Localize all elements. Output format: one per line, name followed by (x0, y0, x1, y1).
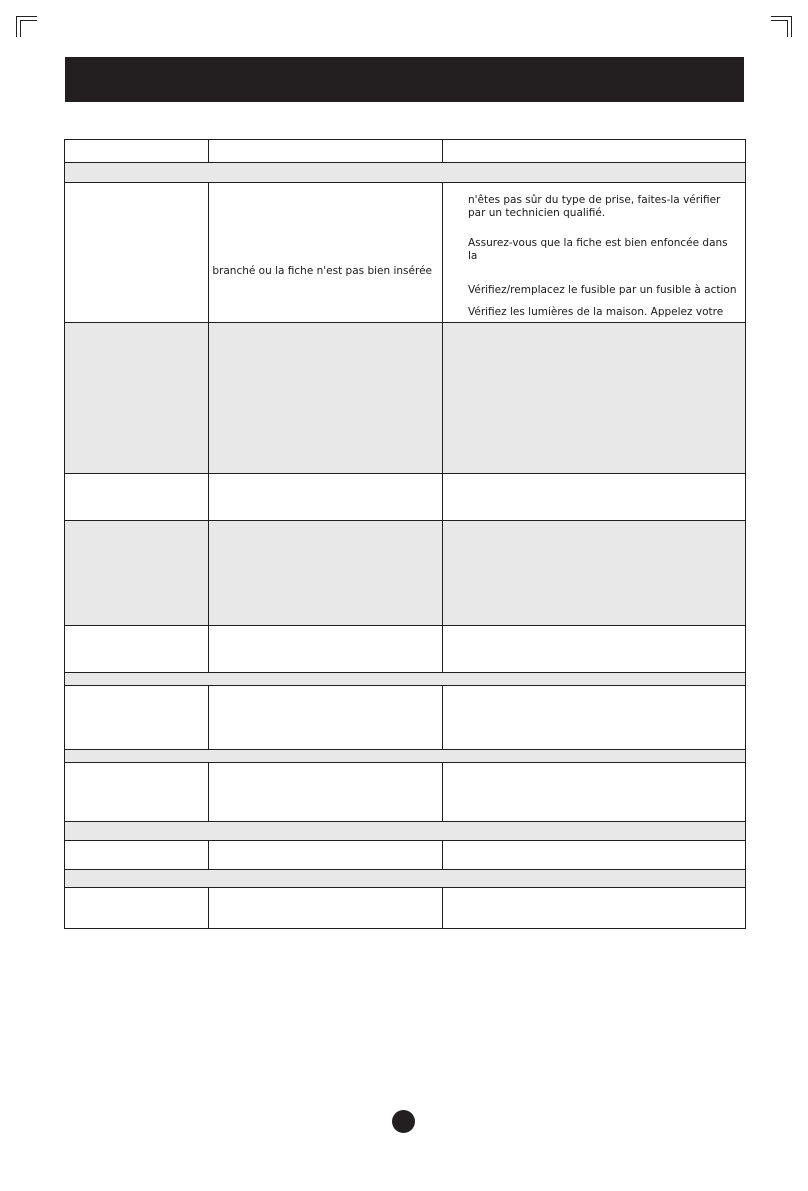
table-row (65, 521, 746, 626)
problem-cell (65, 763, 209, 822)
table-row (65, 888, 746, 929)
cause-cell (209, 474, 443, 521)
cause-cell (209, 323, 443, 474)
cause-text: branché ou la fiche n'est pas bien insérée (212, 265, 432, 277)
problem-cell (65, 183, 209, 323)
solution-cell (443, 183, 746, 323)
solution-cell (443, 686, 746, 750)
solution-cell (443, 521, 746, 626)
solution-text-4: Vérifiez les lumières de la maison. Appelez votre (468, 306, 724, 318)
category-row (65, 822, 746, 841)
problem-cell (65, 888, 209, 929)
problem-cell (65, 474, 209, 521)
category-cell (65, 673, 746, 686)
category-row (65, 750, 746, 763)
cause-cell (209, 626, 443, 673)
crop-mark-top-right (771, 16, 792, 37)
section-title-bar (65, 57, 744, 102)
solution-cell (443, 474, 746, 521)
solution-cell (443, 626, 746, 673)
category-row (65, 870, 746, 888)
solution-text-2: Assurez-vous que la fiche est bien enfoncée dans la (468, 237, 728, 262)
solution-cell (443, 841, 746, 870)
problem-cell (65, 521, 209, 626)
category-cell (65, 163, 746, 183)
category-row (65, 163, 746, 183)
header-cell-cause (209, 140, 443, 163)
table-row (65, 183, 746, 323)
cause-cell (209, 183, 443, 323)
solution-text-3: Vérifiez/remplacez le fusible par un fusible à action (468, 284, 737, 296)
table-row (65, 763, 746, 822)
category-cell (65, 822, 746, 841)
table-row (65, 474, 746, 521)
cause-cell (209, 841, 443, 870)
solution-cell (443, 763, 746, 822)
cause-cell (209, 686, 443, 750)
page-number-badge (392, 1110, 415, 1133)
solution-cell (443, 888, 746, 929)
category-cell (65, 870, 746, 888)
table-row (65, 323, 746, 474)
header-cell-problem (65, 140, 209, 163)
cause-cell (209, 763, 443, 822)
table-row (65, 841, 746, 870)
table-header-row (65, 140, 746, 163)
crop-mark-top-left (16, 16, 37, 37)
problem-cell (65, 841, 209, 870)
header-cell-solution (443, 140, 746, 163)
solution-cell (443, 323, 746, 474)
problem-cell (65, 323, 209, 474)
cause-cell (209, 521, 443, 626)
problem-cell (65, 686, 209, 750)
table-row (65, 626, 746, 673)
solution-text-1: n'êtes pas sûr du type de prise, faites-la vérifier par un technicien qualifié. (468, 194, 721, 219)
table-row (65, 686, 746, 750)
category-cell (65, 750, 746, 763)
troubleshooting-table (64, 139, 746, 929)
problem-cell (65, 626, 209, 673)
category-row (65, 673, 746, 686)
cause-cell (209, 888, 443, 929)
